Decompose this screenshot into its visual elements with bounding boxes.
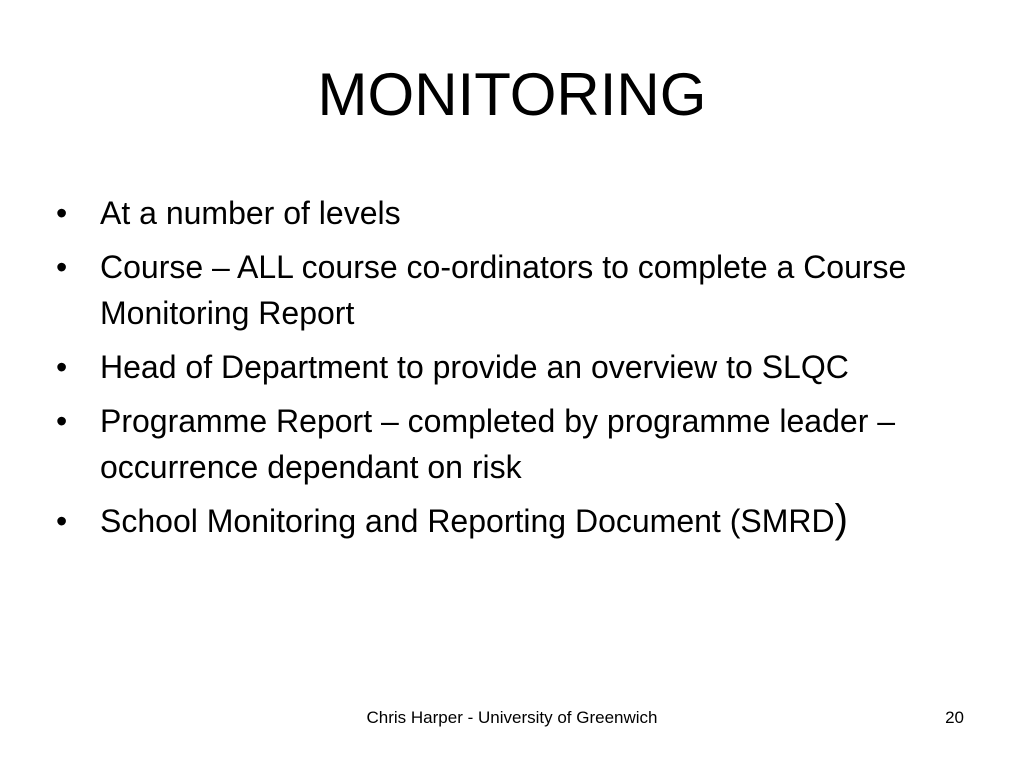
bullet-marker: • <box>56 195 68 231</box>
slide-title: MONITORING <box>317 61 707 128</box>
bullet-item <box>56 244 956 336</box>
bullet-text: At a number of levels <box>100 195 401 231</box>
bullet-list <box>56 190 956 552</box>
footer-author: Chris Harper - University of Greenwich <box>366 708 658 727</box>
bullet-marker: • <box>56 349 68 385</box>
bullet-marker: • <box>56 403 68 439</box>
closing-parenthesis: ) <box>834 497 848 541</box>
bullet-text-smrd <box>100 498 956 544</box>
bullet-marker: • <box>56 249 68 285</box>
bullet-item <box>56 498 956 544</box>
bullet-marker: • <box>56 503 68 539</box>
bullet-item <box>56 398 956 490</box>
bullet-item <box>56 190 956 236</box>
bullet-text: Head of Department to provide an overview to SLQC <box>100 349 849 385</box>
bullet-text: School Monitoring and Reporting Document (SMRD <box>100 503 835 539</box>
bullet-item <box>56 344 956 390</box>
bullet-text: Course – ALL course co-ordinators to complete a Course Monitoring Report <box>100 249 907 331</box>
bullet-text: Programme Report – completed by programme leader – occurrence dependant on risk <box>100 403 896 485</box>
page-number: 20 <box>945 708 964 727</box>
